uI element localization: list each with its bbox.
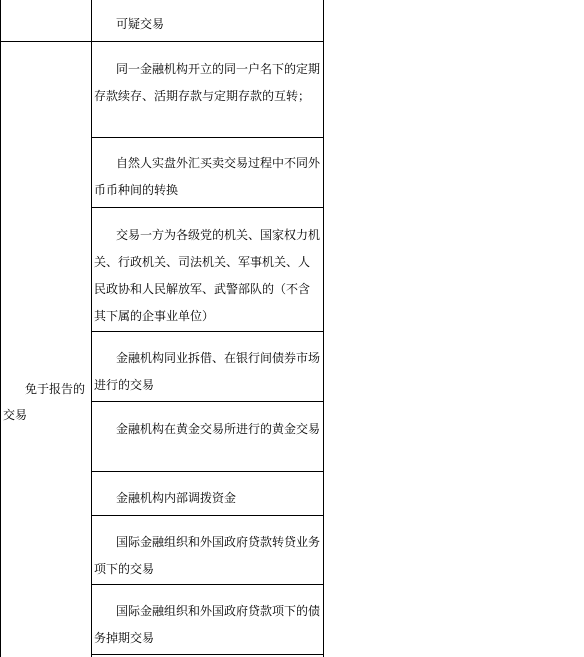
row-divider — [91, 515, 324, 516]
cell-text: 同一金融机构开立的同一户名下的定期存款续存、活期存款与定期存款的互转； — [94, 62, 321, 103]
table-cell — [94, 222, 320, 330]
row-divider — [0, 41, 324, 42]
table-cell — [94, 485, 320, 512]
table-border-left — [0, 0, 1, 657]
cell-text: 国际金融组织和外国政府贷款转贷业务项下的交易 — [94, 535, 321, 576]
table-cell — [94, 529, 320, 583]
cell-text: 金融机构内部调拨资金 — [116, 491, 237, 505]
table-cell — [94, 416, 320, 443]
category-label: 免于报告的交易 — [3, 382, 86, 422]
row-divider — [91, 207, 324, 208]
table-cell — [94, 150, 320, 204]
table-border-middle — [91, 0, 92, 657]
table-cell — [94, 56, 320, 110]
row-divider — [91, 654, 324, 655]
cell-text: 可疑交易 — [116, 17, 165, 31]
table-cell — [94, 345, 320, 399]
cell-text: 自然人实盘外汇买卖交易过程中不同外币币种间的转换 — [94, 156, 321, 197]
table-border-right — [323, 0, 324, 657]
category-label-cell — [3, 376, 89, 428]
row-divider — [91, 401, 324, 402]
cell-text: 金融机构同业拆借、在银行间债券市场进行的交易 — [94, 351, 321, 392]
table-cell — [94, 598, 320, 652]
table-cell — [94, 11, 320, 38]
cell-text: 交易一方为各级党的机关、国家权力机关、行政机关、司法机关、军事机关、人民政协和人民解放军、武警部队的（不含其下属的企事业单位） — [94, 228, 321, 323]
row-divider — [91, 471, 324, 472]
row-divider — [91, 137, 324, 138]
cell-text: 国际金融组织和外国政府贷款项下的债务掉期交易 — [94, 604, 321, 645]
row-divider — [91, 331, 324, 332]
cell-text: 金融机构在黄金交易所进行的黄金交易 — [116, 422, 321, 436]
row-divider — [91, 584, 324, 585]
